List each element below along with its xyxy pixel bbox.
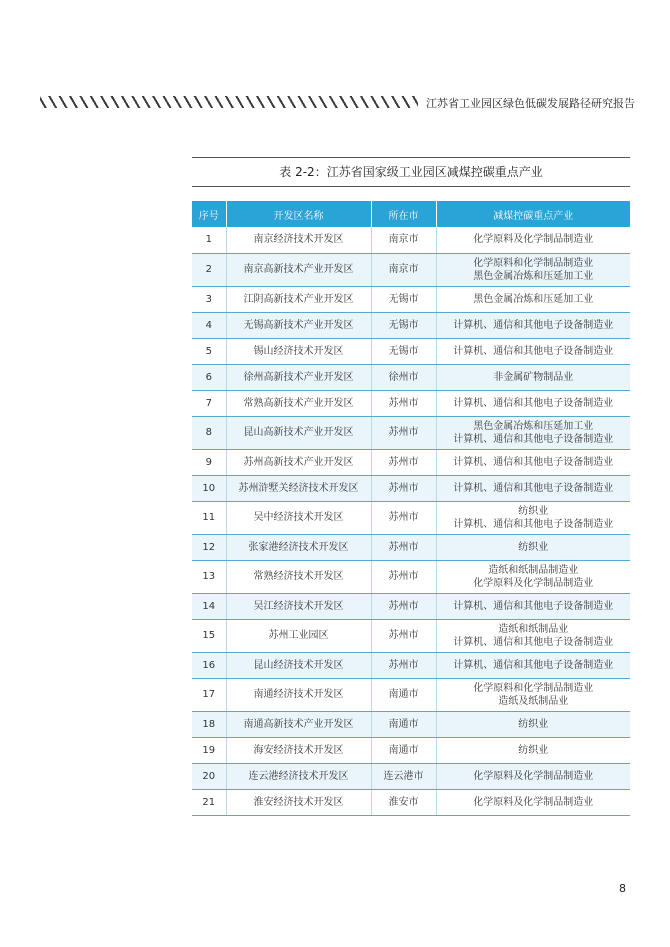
cell-city: 无锡市 (371, 286, 436, 312)
cell-no: 2 (192, 253, 226, 286)
table-row (192, 652, 630, 678)
industry-line: 造纸和纸制品业 (498, 623, 569, 635)
cell-no: 20 (192, 763, 226, 789)
table-row (192, 286, 630, 312)
cell-no: 14 (192, 593, 226, 619)
industry-line: 造纸和纸制品制造业 (488, 564, 579, 576)
cell-industry (436, 678, 630, 711)
cell-industry (436, 534, 630, 560)
column-header-zone: 开发区名称 (226, 201, 371, 227)
cell-industry (436, 711, 630, 737)
industry-line: 黑色金属冶炼和压延加工业 (473, 270, 594, 282)
industry-line: 计算机、通信和其他电子设备制造业 (453, 319, 614, 331)
cell-industry (436, 416, 630, 449)
cell-no: 12 (192, 534, 226, 560)
cell-industry (436, 737, 630, 763)
cell-no: 9 (192, 449, 226, 475)
cell-industry (436, 338, 630, 364)
cell-city: 南通市 (371, 737, 436, 763)
table-row (192, 338, 630, 364)
cell-zone: 淮安经济技术开发区 (226, 789, 371, 815)
table-row (192, 763, 630, 789)
cell-city: 连云港市 (371, 763, 436, 789)
cell-no: 6 (192, 364, 226, 390)
industry-line: 黑色金属冶炼和压延加工业 (473, 420, 594, 432)
cell-zone: 常熟高新技术产业开发区 (226, 390, 371, 416)
cell-city: 苏州市 (371, 619, 436, 652)
industry-line: 计算机、通信和其他电子设备制造业 (453, 433, 614, 445)
cell-zone: 吴中经济技术开发区 (226, 501, 371, 534)
industry-line: 化学原料和化学制品制造业 (473, 682, 594, 694)
cell-city: 徐州市 (371, 364, 436, 390)
cell-zone: 连云港经济技术开发区 (226, 763, 371, 789)
column-header-industry: 减煤控碳重点产业 (436, 201, 630, 227)
cell-zone: 南通经济技术开发区 (226, 678, 371, 711)
cell-no: 21 (192, 789, 226, 815)
cell-industry (436, 364, 630, 390)
cell-zone: 南京高新技术产业开发区 (226, 253, 371, 286)
table-row (192, 737, 630, 763)
industry-line: 计算机、通信和其他电子设备制造业 (453, 600, 614, 612)
cell-no: 4 (192, 312, 226, 338)
cell-zone: 徐州高新技术产业开发区 (226, 364, 371, 390)
industry-line: 造纸及纸制品业 (498, 695, 569, 707)
cell-industry (436, 652, 630, 678)
cell-city: 苏州市 (371, 501, 436, 534)
cell-industry (436, 227, 630, 253)
decorative-hatch-bar (40, 96, 418, 108)
cell-city: 苏州市 (371, 475, 436, 501)
table-row (192, 364, 630, 390)
cell-city: 南京市 (371, 227, 436, 253)
cell-industry (436, 619, 630, 652)
industry-line: 纺织业 (518, 744, 549, 756)
cell-zone: 南京经济技术开发区 (226, 227, 371, 253)
cell-industry (436, 312, 630, 338)
table-section (192, 157, 630, 816)
cell-zone: 南通高新技术产业开发区 (226, 711, 371, 737)
industry-table (192, 201, 630, 816)
cell-no: 17 (192, 678, 226, 711)
table-row (192, 593, 630, 619)
table-row (192, 253, 630, 286)
cell-no: 8 (192, 416, 226, 449)
cell-industry (436, 475, 630, 501)
table-row (192, 475, 630, 501)
cell-city: 苏州市 (371, 416, 436, 449)
table-row (192, 449, 630, 475)
cell-industry (436, 763, 630, 789)
industry-line: 计算机、通信和其他电子设备制造业 (453, 482, 614, 494)
cell-zone: 吴江经济技术开发区 (226, 593, 371, 619)
cell-industry (436, 449, 630, 475)
cell-industry (436, 501, 630, 534)
cell-no: 15 (192, 619, 226, 652)
cell-city: 无锡市 (371, 338, 436, 364)
column-header-no: 序号 (192, 201, 226, 227)
cell-industry (436, 789, 630, 815)
cell-zone: 苏州浒墅关经济技术开发区 (226, 475, 371, 501)
table-row (192, 227, 630, 253)
cell-zone: 昆山经济技术开发区 (226, 652, 371, 678)
cell-city: 南通市 (371, 711, 436, 737)
table-row (192, 416, 630, 449)
cell-zone: 无锡高新技术产业开发区 (226, 312, 371, 338)
cell-no: 1 (192, 227, 226, 253)
cell-city: 苏州市 (371, 449, 436, 475)
cell-no: 19 (192, 737, 226, 763)
table-row (192, 678, 630, 711)
cell-zone: 锡山经济技术开发区 (226, 338, 371, 364)
industry-line: 计算机、通信和其他电子设备制造业 (453, 636, 614, 648)
table-row (192, 560, 630, 593)
cell-city: 南通市 (371, 678, 436, 711)
table-row (192, 501, 630, 534)
cell-no: 3 (192, 286, 226, 312)
cell-city: 苏州市 (371, 652, 436, 678)
cell-industry (436, 560, 630, 593)
cell-no: 10 (192, 475, 226, 501)
column-header-city: 所在市 (371, 201, 436, 227)
cell-no: 13 (192, 560, 226, 593)
cell-city: 南京市 (371, 253, 436, 286)
industry-line: 计算机、通信和其他电子设备制造业 (453, 397, 614, 409)
industry-line: 黑色金属冶炼和压延加工业 (473, 293, 594, 305)
page-number: 8 (619, 882, 626, 895)
cell-city: 苏州市 (371, 390, 436, 416)
cell-no: 7 (192, 390, 226, 416)
table-caption: 表 2-2：江苏省国家级工业园区减煤控碳重点产业 (192, 157, 630, 187)
cell-industry (436, 593, 630, 619)
industry-line: 化学原料及化学制品制造业 (473, 770, 594, 782)
cell-city: 苏州市 (371, 593, 436, 619)
table-row (192, 789, 630, 815)
cell-no: 11 (192, 501, 226, 534)
industry-line: 计算机、通信和其他电子设备制造业 (453, 659, 614, 671)
table-row (192, 390, 630, 416)
cell-zone: 张家港经济技术开发区 (226, 534, 371, 560)
cell-zone: 江阴高新技术产业开发区 (226, 286, 371, 312)
cell-city: 淮安市 (371, 789, 436, 815)
cell-industry (436, 286, 630, 312)
industry-line: 化学原料和化学制品制造业 (473, 257, 594, 269)
cell-zone: 苏州工业园区 (226, 619, 371, 652)
industry-line: 纺织业 (518, 718, 549, 730)
cell-zone: 昆山高新技术产业开发区 (226, 416, 371, 449)
industry-line: 化学原料及化学制品制造业 (473, 577, 594, 589)
cell-no: 16 (192, 652, 226, 678)
industry-line: 计算机、通信和其他电子设备制造业 (453, 345, 614, 357)
industry-line: 化学原料及化学制品制造业 (473, 234, 594, 246)
cell-no: 5 (192, 338, 226, 364)
cell-city: 无锡市 (371, 312, 436, 338)
table-row (192, 312, 630, 338)
table-row (192, 711, 630, 737)
industry-line: 纺织业 (518, 541, 549, 553)
report-title: 江苏省工业园区绿色低碳发展路径研究报告 (426, 97, 635, 110)
table-header-row (192, 201, 630, 227)
cell-zone: 常熟经济技术开发区 (226, 560, 371, 593)
table-row (192, 534, 630, 560)
cell-industry (436, 390, 630, 416)
industry-line: 计算机、通信和其他电子设备制造业 (453, 456, 614, 468)
cell-zone: 苏州高新技术产业开发区 (226, 449, 371, 475)
industry-line: 化学原料及化学制品制造业 (473, 796, 594, 808)
cell-industry (436, 253, 630, 286)
cell-zone: 海安经济技术开发区 (226, 737, 371, 763)
table-row (192, 619, 630, 652)
cell-city: 苏州市 (371, 534, 436, 560)
industry-line: 纺织业 (518, 505, 549, 517)
cell-no: 18 (192, 711, 226, 737)
industry-line: 计算机、通信和其他电子设备制造业 (453, 518, 614, 530)
cell-city: 苏州市 (371, 560, 436, 593)
industry-line: 非金属矿物制品业 (493, 371, 574, 383)
